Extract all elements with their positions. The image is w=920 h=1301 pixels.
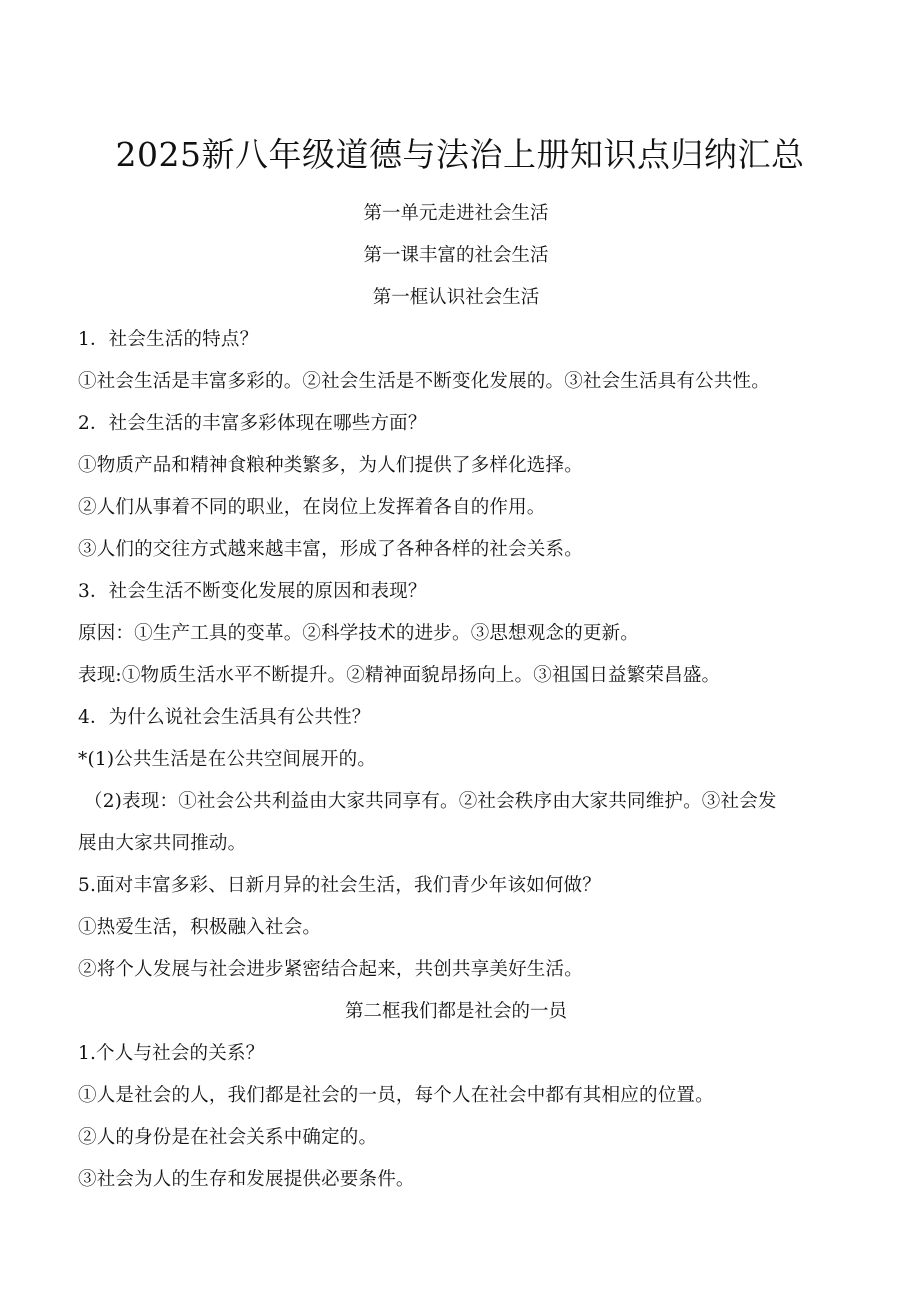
- answer-line: ①人是社会的人，我们都是社会的一员，每个人在社会中都有其相应的位置。: [78, 1085, 714, 1106]
- answer-line: *(1)公共生活是在公共空间展开的。: [78, 749, 377, 770]
- lesson-heading: 第一课丰富的社会生活: [363, 245, 549, 266]
- frame1-heading: 第一框认识社会生活: [372, 287, 540, 308]
- answer-line: 展由大家共同推动。: [78, 833, 247, 854]
- answer-line: ③社会为人的生存和发展提供必要条件。: [78, 1169, 415, 1190]
- question-1: 1．社会生活的特点？: [78, 329, 259, 350]
- answer-line: 表现:①物质生活水平不断提升。②精神面貌昂扬向上。③祖国日益繁荣昌盛。: [78, 665, 721, 686]
- frame2-heading: 第二框我们都是社会的一员: [344, 1001, 567, 1022]
- question-5: 5.面对丰富多彩、日新月异的社会生活，我们青少年该如何做？: [78, 875, 601, 896]
- document-title: 2025新八年级道德与法治上册知识点归纳汇总: [115, 135, 805, 174]
- unit-heading: 第一单元走进社会生活: [363, 203, 549, 224]
- answer-line: ①热爱生活，积极融入社会。: [78, 917, 322, 938]
- answer-line: ②将个人发展与社会进步紧密结合起来，共创共享美好生活。: [78, 959, 583, 980]
- answer-line: ①社会生活是丰富多彩的。②社会生活是不断变化发展的。③社会生活具有公共性。: [78, 371, 770, 392]
- answer-line: ①物质产品和精神食粮种类繁多，为人们提供了多样化选择。: [78, 455, 583, 476]
- question-1: 1.个人与社会的关系？: [78, 1043, 265, 1064]
- question-2: 2．社会生活的丰富多彩体现在哪些方面？: [78, 413, 427, 434]
- question-3: 3．社会生活不断变化发展的原因和表现？: [78, 581, 427, 602]
- answer-line: 原因：①生产工具的变革。②科学技术的进步。③思想观念的更新。: [78, 623, 640, 644]
- answer-line: ③人们的交往方式越来越丰富，形成了各种各样的社会关系。: [78, 539, 583, 560]
- answer-line: ②人的身份是在社会关系中确定的。: [78, 1127, 378, 1148]
- answer-line: ②人们从事着不同的职业，在岗位上发挥着各自的作用。: [78, 497, 546, 518]
- answer-line: （2)表现：①社会公共利益由大家共同享有。②社会秩序由大家共同维护。③社会发: [84, 791, 777, 812]
- question-4: 4．为什么说社会生活具有公共性？: [78, 707, 371, 728]
